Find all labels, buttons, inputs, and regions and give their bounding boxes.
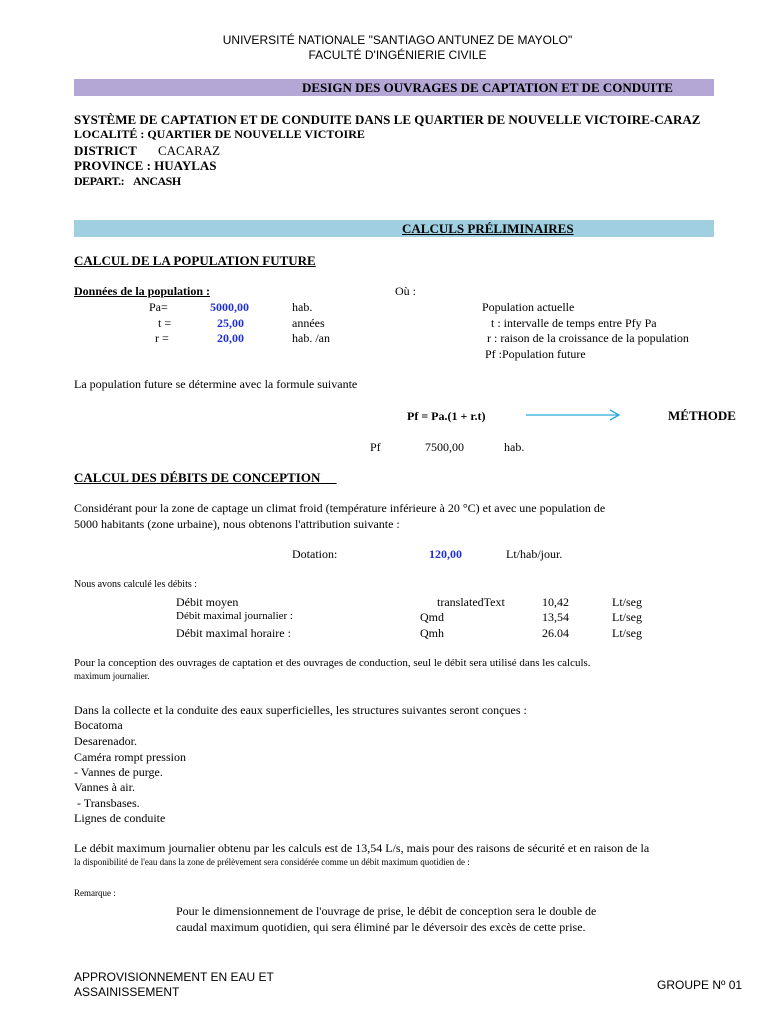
pa-unit: hab. (292, 300, 313, 314)
pf-value: 7500,00 (425, 440, 464, 454)
r-unit: hab. /an (292, 331, 330, 345)
structures-intro: Dans la collecte et la conduite des eaux superficielles, les structures suivantes seront conçues : (74, 703, 527, 717)
population-data-label: Données de la population : (74, 284, 211, 298)
district-value: CACARAZ (158, 143, 221, 158)
pa-description: Population actuelle (482, 300, 575, 314)
max-flow-line1: Le débit maximum journalier obtenu par les calculs est de 13,54 L/s, mais pour des raisons de sécurité et en raison de la (74, 841, 650, 855)
t-value: 25,00 (217, 316, 244, 330)
province: PROVINCE : HUAYLAS (74, 158, 217, 173)
flows-intro-line1: Considérant pour la zone de captage un climat froid (température inférieure à 20 °C) et avec une population de (74, 501, 606, 515)
structure-item: Lignes de conduite (74, 811, 166, 825)
flow-value-average: 10,42 (542, 595, 569, 609)
structure-item: Caméra rompt pression (74, 750, 186, 764)
university-name: UNIVERSITÉ NATIONALE "SANTIAGO ANTUNEZ DE MAYOLO" (222, 33, 573, 47)
pf-description: Pf :Population future (485, 347, 586, 361)
depart-value: ANCASH (133, 174, 181, 188)
dotation-label: Dotation: (292, 547, 338, 561)
pf-label: Pf (370, 440, 381, 454)
dotation-value: 120,00 (429, 547, 462, 561)
footer-left-line2: ASSAINISSEMENT (74, 985, 180, 999)
structure-item: Bocatoma (74, 718, 123, 732)
flows-intro-line2: 5000 habitants (zone urbaine), nous obtenons l'attribution suivante : (74, 517, 400, 531)
preliminary-title: CALCULS PRÉLIMINAIRES (402, 221, 574, 236)
flow-code-max-hourly: Qmh (420, 626, 444, 640)
formula-intro: La population future se détermine avec la formule suivante (74, 377, 358, 391)
t-unit: années (292, 316, 325, 330)
flows-calc-intro: Nous avons calculé les débits : (74, 579, 198, 590)
flows-heading-text: CALCUL DES DÉBITS DE CONCEPTION (74, 470, 321, 485)
flow-unit-max-hourly: Lt/seg (612, 626, 642, 640)
population-heading: CALCUL DE LA POPULATION FUTURE (74, 253, 316, 268)
remark-line1: Pour le dimensionnement de l'ouvrage de prise, le débit de conception sera le double de (176, 904, 597, 918)
max-flow-line2: la disponibilité de l'eau dans la zone de prélèvement sera considérée comme un débit maximum quotidien de : (74, 857, 470, 867)
preliminary-band (74, 220, 714, 237)
design-note-line1: Pour la conception des ouvrages de captation et des ouvrages de conduction, seul le débit sera utilisé dans les calculs. (74, 657, 591, 669)
where-label: Où : (395, 284, 416, 298)
method-label: MÉTHODE (668, 408, 736, 423)
flow-label-average: Débit moyen (176, 595, 239, 609)
footer-left-line1: APPROVISIONNEMENT EN EAU ET (74, 970, 274, 984)
t-description: t : intervalle de temps entre Pfy Pa (491, 316, 657, 330)
r-symbol: r = (155, 331, 169, 345)
depart-label: DEPART.: (74, 174, 125, 188)
district-label: DISTRICT (74, 143, 137, 158)
flow-code-max-daily: Qmd (420, 610, 444, 624)
population-formula: Pf = Pa.(1 + r.t) (407, 409, 486, 423)
t-symbol: t = (158, 316, 172, 330)
pf-unit: hab. (504, 440, 525, 454)
flow-value-max-daily: 13,54 (542, 610, 569, 624)
pa-value: 5000,00 (210, 300, 249, 314)
dotation-unit: Lt/hab/jour. (506, 547, 563, 561)
arrow-right-icon (524, 407, 624, 423)
flow-value-max-hourly: 26.04 (542, 626, 569, 640)
remark-label: Remarque : (74, 888, 116, 898)
r-description: r : raison de la croissance de la population (487, 331, 689, 345)
structure-item: Desarenador. (74, 734, 137, 748)
remark-line2: caudal maximum quotidien, qui sera éliminé par le déversoir des excès de cette prise. (176, 920, 586, 934)
faculty-name: FACULTÉ D'INGÉNIERIE CIVILE (308, 48, 487, 62)
footer-group: GROUPE Nº 01 (657, 978, 743, 992)
structure-item: - Vannes de purge. (74, 765, 163, 779)
flow-unit-max-daily: Lt/seg (612, 610, 642, 624)
flow-code-average: translatedText (437, 595, 505, 609)
locality: LOCALITÉ : QUARTIER DE NOUVELLE VICTOIRE (74, 127, 365, 141)
design-note-line2: maximum journalier. (74, 671, 150, 681)
title-band (74, 79, 714, 96)
structure-item: - Transbases. (74, 796, 140, 810)
flow-unit-average: Lt/seg (612, 595, 642, 609)
pa-symbol: Pa= (149, 300, 168, 314)
flows-heading (74, 470, 337, 486)
r-value: 20,00 (217, 331, 244, 345)
structure-item: Vannes à air. (74, 780, 135, 794)
document-title: DESIGN DES OUVRAGES DE CAPTATION ET DE CONDUITE (302, 80, 673, 95)
flow-label-max-hourly: Débit maximal horaire : (176, 626, 291, 640)
system-title: SYSTÈME DE CAPTATION ET DE CONDUITE DANS LE QUARTIER DE NOUVELLE VICTOIRE-CARAZ (74, 112, 701, 127)
flow-label-max-daily: Débit maximal journalier : (176, 610, 293, 622)
